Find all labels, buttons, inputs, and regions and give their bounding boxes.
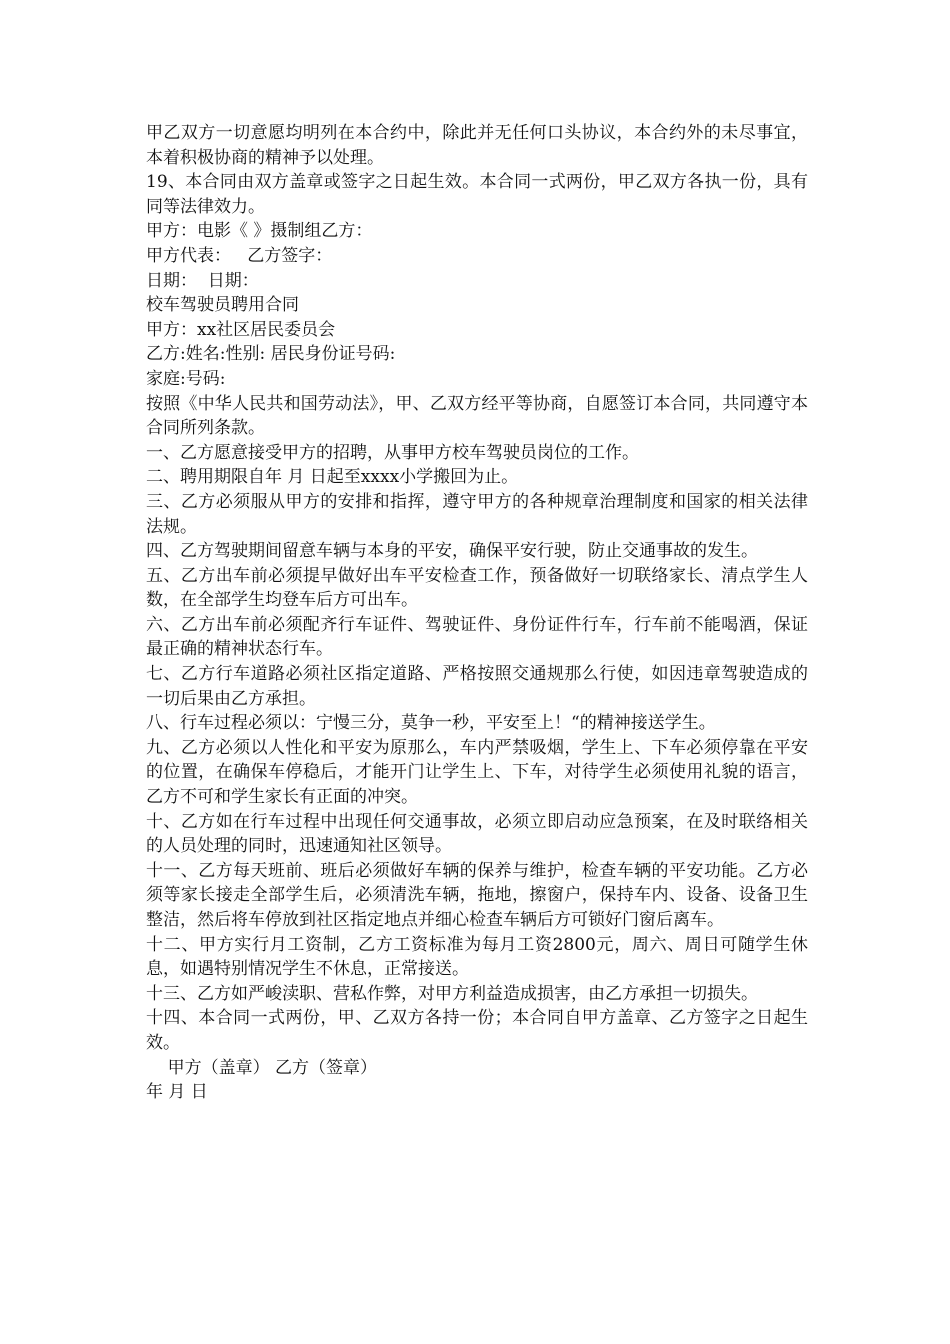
preamble-paragraph: 按照《中华人民共和国劳动法》，甲、乙双方经平等协商，自愿签订本合同，共同遵守本合同所列条款。 xyxy=(146,393,808,439)
clause-6: 六、乙方出车前必须配齐行车证件、驾驶证件、身份证件行车，行车前不能喝酒，保证最正确的精神状态行车。 xyxy=(146,614,808,660)
contract-title: 校车驾驶员聘用合同 xyxy=(146,295,299,316)
party-b-identity-line: 乙方:姓名:性别: 居民身份证号码: xyxy=(146,344,396,365)
clause-10: 十、乙方如在行车过程中出现任何交通事故，必须立即启动应急预案，在及时联络相关的人员处理的同时，迅速通知社区领导。 xyxy=(146,811,808,857)
clause-3: 三、乙方必须服从甲方的安排和指挥，遵守甲方的各种规章治理制度和国家的相关法律法规。 xyxy=(146,491,808,537)
signature-date-footer: 年 月 日 xyxy=(146,1082,208,1103)
paragraph-clause-19: 19、本合同由双方盖章或签字之日起生效。本合同一式两份，甲乙双方各执一份，具有同等法律效力。 xyxy=(146,172,808,217)
paragraph-supplementary-matters: 甲乙双方一切意愿均明列在本合约中，除此并无任何口头协议，本合约外的未尽事宜，本着积极协商的精神予以处理。 xyxy=(146,123,808,168)
clause-9: 九、乙方必须以人性化和平安为原那么，车内严禁吸烟，学生上、下车必须停靠在平安的位置，在确保车停稳后，才能开门让学生上、下车，对待学生必须使用礼貌的语言，乙方不可和学生家长有正面的冲突。 xyxy=(146,737,808,808)
clause-5: 五、乙方出车前必须提早做好出车平安检查工作，预备做好一切联络家长、清点学生人数，在全部学生均登车后方可出车。 xyxy=(146,565,808,611)
party-a-line: 甲方：xx社区居民委员会 xyxy=(146,319,336,340)
clause-4: 四、乙方驾驶期间留意车辆与本身的平安，确保平安行驶，防止交通事故的发生。 xyxy=(146,541,758,562)
clause-2: 二、聘用期限自年 月 日起至xxxx小学搬回为止。 xyxy=(146,467,519,488)
signature-seal-line: 甲方（盖章） 乙方（签章） xyxy=(146,1057,378,1078)
clause-7: 七、乙方行车道路必须社区指定道路、严格按照交通规那么行使，如因违章驾驶造成的一切后果由乙方承担。 xyxy=(146,664,808,709)
clause-11: 十一、乙方每天班前、班后必须做好车辆的保养与维护，检查车辆的平安功能。乙方必须等家长接走全部学生后，必须清洗车辆，拖地，擦窗户，保持车内、设备、设备卫生整洁，然后将车停放到社区指定地点并细心检查车辆后方可锁好门窗后离车。 xyxy=(146,860,808,930)
signature-date-line: 日期： 日期： xyxy=(146,270,259,291)
signature-representative-line: 甲方代表： 乙方签字： xyxy=(146,245,333,266)
clause-13: 十三、乙方如严峻渎职、营私作弊，对甲方利益造成损害，由乙方承担一切损失。 xyxy=(146,983,758,1004)
contract-document xyxy=(146,121,808,1105)
clause-8: 八、行车过程必须以：宁慢三分，莫争一秒，平安至上！“的精神接送学生。 xyxy=(146,713,716,734)
clause-14: 十四、本合同一式两份，甲、乙双方各持一份；本合同自甲方盖章、乙方签字之日起生效。 xyxy=(146,1008,808,1053)
clause-1: 一、乙方愿意接受甲方的招聘，从事甲方校车驾驶员岗位的工作。 xyxy=(146,442,639,463)
party-b-home-phone-line: 家庭:号码: xyxy=(146,368,226,389)
signature-party-a-film-crew: 甲方：电影《 》摄制组乙方： xyxy=(146,221,373,242)
clause-12: 十二、甲方实行月工资制，乙方工资标准为每月工资2800元，周六、周日可随学生休息，如遇特别情况学生不休息，正常接送。 xyxy=(146,934,808,980)
